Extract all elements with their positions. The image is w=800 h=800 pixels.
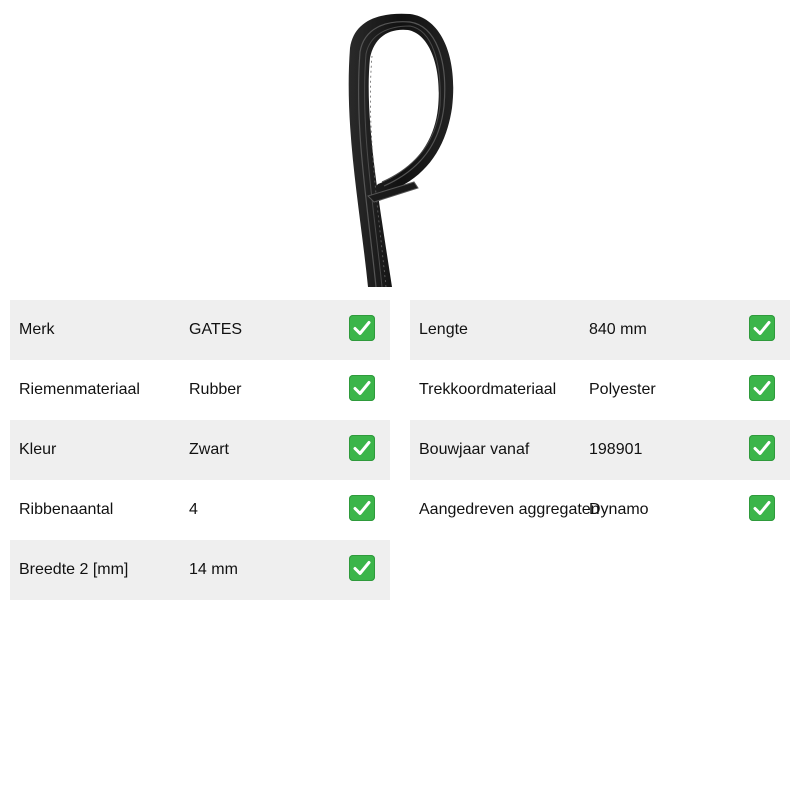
spec-label: Trekkoordmateriaal <box>419 381 557 398</box>
spec-left-row <box>10 360 390 420</box>
spec-value: Dynamo <box>589 501 649 518</box>
spec-left-row <box>10 300 390 360</box>
spec-value: Rubber <box>189 381 242 398</box>
spec-table-right <box>410 300 790 540</box>
spec-right-row <box>410 360 790 420</box>
spec-value: Zwart <box>189 441 229 458</box>
spec-label: Aangedreven aggregaten <box>419 501 600 518</box>
spec-value: 14 mm <box>189 561 238 578</box>
check-mark-icon <box>749 495 775 521</box>
check-mark-icon <box>349 375 375 401</box>
spec-value: 198901 <box>589 441 643 458</box>
v-ribbed-belt-image <box>330 8 470 288</box>
spec-value: 4 <box>189 501 198 518</box>
spec-table-left <box>10 300 390 600</box>
spec-value: 840 mm <box>589 321 647 338</box>
spec-left-row <box>10 480 390 540</box>
spec-right-row <box>410 300 790 360</box>
spec-label: Bouwjaar vanaf <box>419 441 530 458</box>
spec-right-row <box>410 420 790 480</box>
check-mark-icon <box>349 435 375 461</box>
spec-label: Merk <box>19 321 55 338</box>
spec-label: Lengte <box>419 321 468 338</box>
spec-right-row <box>410 480 790 540</box>
check-mark-icon <box>749 315 775 341</box>
check-mark-icon <box>349 315 375 341</box>
spec-value: GATES <box>189 321 243 338</box>
spec-value: Polyester <box>589 381 656 398</box>
check-mark-icon <box>349 555 375 581</box>
spec-label: Riemenmateriaal <box>19 381 140 398</box>
check-mark-icon <box>349 495 375 521</box>
spec-label: Ribbenaantal <box>19 501 114 518</box>
spec-label: Breedte 2 [mm] <box>19 561 129 578</box>
spec-left-row <box>10 540 390 600</box>
spec-left-row <box>10 420 390 480</box>
check-mark-icon <box>749 375 775 401</box>
spec-label: Kleur <box>19 441 57 458</box>
check-mark-icon <box>749 435 775 461</box>
